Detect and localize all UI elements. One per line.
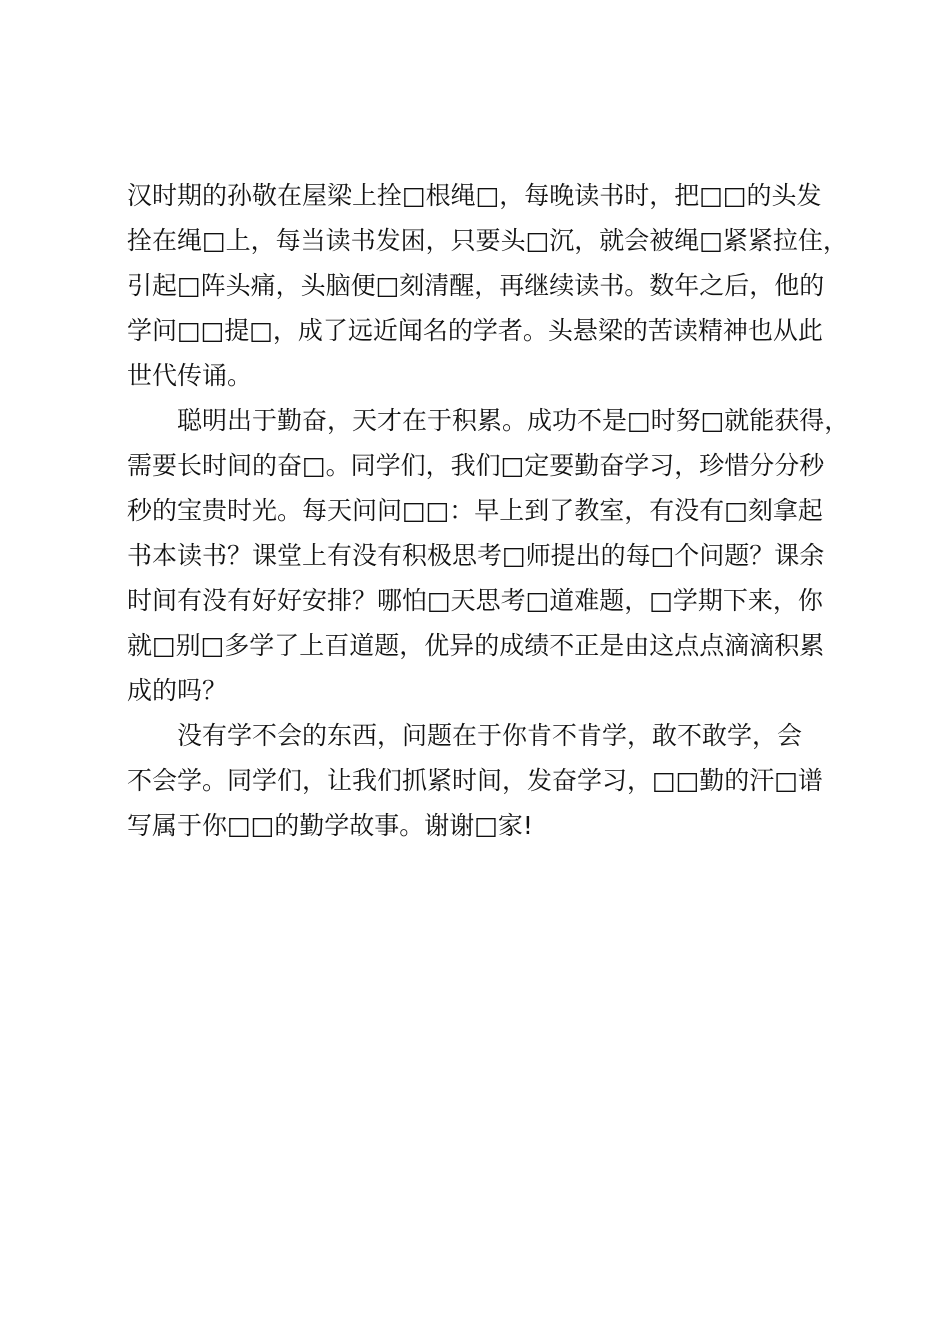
text-line: 聪明出于勤奋，天才在于积累。成功不是□时努□就能获得，	[177, 406, 850, 435]
text-line: 成的吗？	[127, 676, 228, 705]
document-body	[127, 173, 850, 848]
text-line: 写属于你□□的勤学故事。谢谢□家!	[127, 811, 533, 840]
text-line: 就□别□多学了上百道题，优异的成绩不正是由这点点滴滴积累	[127, 631, 825, 660]
text-line: 没有学不会的东西，问题在于你肯不肯学，敢不敢学，会	[177, 721, 803, 750]
text-line: 世代传诵。	[127, 361, 253, 390]
text-line: 引起□阵头痛，头脑便□刻清醒，再继续读书。数年之后，他的	[127, 271, 825, 300]
paragraph-closing	[127, 713, 842, 848]
text-line: 秒的宝贵时光。每天问问□□：早上到了教室，有没有□刻拿起	[127, 496, 823, 525]
text-line: 需要长时间的奋□。同学们，我们□定要勤奋学习，珍惜分分秒	[127, 451, 825, 480]
text-line: 拴在绳□上，每当读书发困，只要头□沉，就会被绳□紧紧拉住，	[127, 226, 848, 255]
text-line: 时间有没有好好安排？哪怕□天思考□道难题，□学期下来，你	[127, 586, 823, 615]
text-line: 不会学。同学们，让我们抓紧时间，发奋学习，□□勤的汗□谱	[127, 766, 823, 795]
paragraph-diligence	[127, 398, 850, 713]
text-line: 书本读书？课堂上有没有积极思考□师提出的每□个问题？课余	[127, 541, 825, 570]
paragraph-story	[127, 173, 848, 398]
text-line: 汉时期的孙敬在屋梁上拴□根绳□，每晚读书时，把□□的头发	[127, 181, 822, 210]
text-line: 学问□□提□，成了远近闻名的学者。头悬梁的苦读精神也从此	[127, 316, 823, 345]
